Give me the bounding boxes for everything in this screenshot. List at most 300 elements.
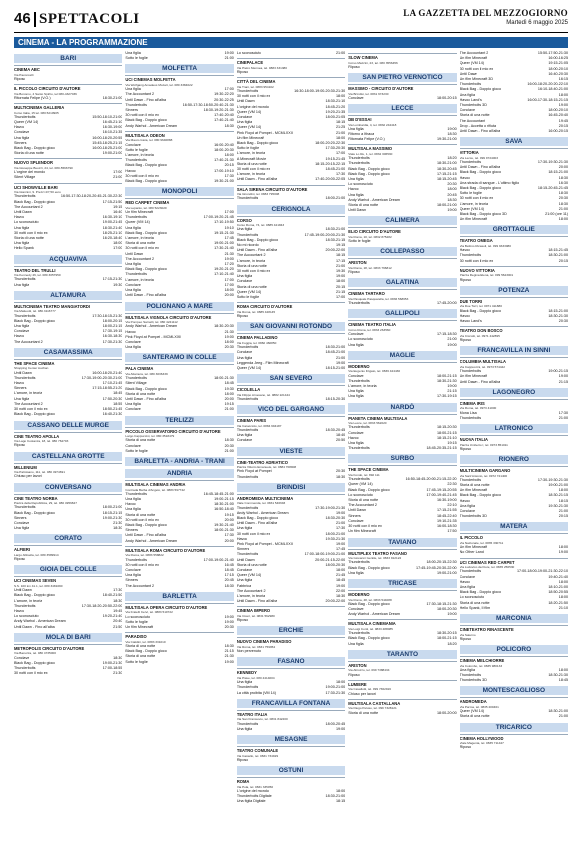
showtime-row xyxy=(237,438,345,443)
cinema-name: MULTISALA ODEON xyxy=(125,131,233,139)
film-times: 19:00 xyxy=(224,619,234,624)
film-times: 18:30 xyxy=(447,132,457,136)
film-title: Thunderbolts xyxy=(236,396,259,401)
showtime-row xyxy=(125,407,233,412)
film-title: The Accountant 2 xyxy=(125,92,155,97)
film-title: Thunderbolts xyxy=(348,378,370,383)
film-title: Un film Minecraft xyxy=(236,135,265,140)
film-title: Thunderbolts 3D xyxy=(459,678,487,683)
film-times: 18:45-22:40 xyxy=(436,513,457,518)
film-times: 16:00-18:20-20:55 xyxy=(92,135,123,140)
film-times: 21:00 xyxy=(335,355,346,360)
showtime-row xyxy=(460,259,568,264)
cinema-name: MULTIPLEX TEATRO FASANO xyxy=(348,549,456,557)
film-times: 21:00 xyxy=(335,130,346,135)
page-number: 46 xyxy=(14,10,31,27)
city-header: CORATO xyxy=(14,534,122,543)
film-times: 16:00-20:40 xyxy=(214,142,234,147)
film-title: L'amore, in teoria xyxy=(236,593,266,598)
film-times: 16:30-18:00-19:00-20:30-21:30 xyxy=(294,89,346,93)
film-title: Havoc xyxy=(125,168,136,173)
film-times: 18:30-21:15 xyxy=(548,493,569,498)
cinema-address: Via Abruzzo, tel. 099 7388434 xyxy=(348,668,390,673)
film-title: Sotto le foglie xyxy=(459,191,482,196)
film-title: Conclave xyxy=(125,142,141,147)
cinema-name: CINEMA PALLADINO xyxy=(237,333,345,341)
film-times: 18:30 xyxy=(113,655,123,660)
film-times: 18:00-21:00 xyxy=(436,203,457,208)
film-title: Mona Lisa xyxy=(459,410,477,415)
film-title: Havoc xyxy=(14,334,25,339)
cinema-address: Via Girondini, tel. 0883 795008 xyxy=(236,192,280,197)
film-title: Una figlia xyxy=(348,389,364,394)
film-times: 18:30-21:00 xyxy=(548,709,569,714)
film-title: Storia di una notte xyxy=(348,710,379,715)
showtime-row xyxy=(460,217,568,222)
film-title: Un film Minecraft xyxy=(459,56,488,61)
city-header: RIONERO xyxy=(460,455,568,464)
film-times: 18:30 xyxy=(558,191,569,196)
cinema-name: MULTISALA ROMA CIRCUITO D'AUTORE xyxy=(125,546,233,554)
film-title: Until Dawn - Fino all'alba xyxy=(125,396,167,401)
film-times: 17:15-21:50 xyxy=(102,199,123,204)
film-times: 20:30 xyxy=(558,196,569,201)
film-title: Thunderbolts xyxy=(14,313,36,318)
film-times: 21:00 xyxy=(558,415,569,420)
cinema-address: Via Ciccotti, tel. 0971 442895 xyxy=(459,333,500,338)
cinema-address: Corso Italia, 15 tel. 080.5210905 xyxy=(14,110,59,115)
cinema-address: Viale Magenta, tel. 0835 711427 xyxy=(459,741,504,746)
film-title: Leggenda Jeeg - Film Minecraft xyxy=(236,360,289,365)
film-times: 18:00 xyxy=(224,288,234,293)
film-title: Until Dawn - Fino all'alba xyxy=(236,248,278,253)
showtime-row xyxy=(348,137,456,142)
film-title: Until Dawn xyxy=(236,99,255,104)
film-times: 18:30-21:00 xyxy=(214,502,234,507)
film-times: 18:00-20:15 xyxy=(436,95,457,100)
cinema-address: Piazza della Repubblica, 29, tel. 080 4956847 xyxy=(14,501,77,506)
film-title: Thunderbolts xyxy=(125,376,147,381)
showtime-row xyxy=(125,660,233,665)
city-header: NARDÒ xyxy=(348,403,456,412)
film-title: Havoc xyxy=(459,175,471,180)
film-times: 18:00-20:45 xyxy=(325,721,346,726)
cinema-address: Largo Cappuccini, tel. 080 3518479 xyxy=(125,434,175,439)
film-times: 18:00-21:15 xyxy=(436,636,457,641)
cinema-address: Piazza Regina Elena, tel. 099 5623001 xyxy=(459,273,514,278)
film-times: 16:00-16:25 xyxy=(548,56,569,61)
film-title: L'amore, in teoria xyxy=(236,172,266,177)
city-header: CALIMERA xyxy=(348,216,456,225)
film-title: Una figlia xyxy=(348,641,364,646)
cinema-name: ROMA CIRCUITO D'AUTORE xyxy=(237,302,345,310)
film-title: Lo sconosciuto xyxy=(125,614,151,619)
cinema-name: TEATRO COMUNALE xyxy=(237,746,345,754)
film-times: 18:00-20:10 xyxy=(548,108,569,113)
film-title: Black Bag - Doppio gioco xyxy=(348,565,390,570)
film-title: Conclave xyxy=(459,508,475,513)
film-title: Hello Spank, Il film xyxy=(459,605,491,610)
film-title: Black Bag - Doppio gioco xyxy=(14,199,56,204)
film-times: 18:00 xyxy=(558,92,569,97)
film-title: Pink Floyd at Pompei - MCMLXXII xyxy=(236,541,293,546)
film-title: Black Bag - Doppio gioco xyxy=(125,386,167,391)
city-header: GALLIPOLI xyxy=(348,309,456,318)
film-title: Un film Minecraft xyxy=(348,529,376,534)
film-title: Queer (VM 14) xyxy=(236,125,262,130)
film-times: 16:45-21:10 xyxy=(102,120,123,124)
film-times: 18:30-20:30 xyxy=(325,515,346,520)
cinema-name: MULTISALA CINEMANIA xyxy=(348,619,456,627)
film-title: 30 notti con il mio ex xyxy=(14,230,48,235)
film-times: 19:00-21:45 xyxy=(102,220,123,225)
film-title: Andy Warhol - American Dream xyxy=(125,123,178,128)
film-times: 19:15 xyxy=(113,204,123,209)
film-title: Thunderbolts xyxy=(125,102,147,107)
film-title: Black Bag - Doppio gioco xyxy=(459,170,502,175)
city-header: MARCONIA xyxy=(460,614,568,623)
film-times: 17:30-18:15-21:30 xyxy=(92,313,123,318)
showtime-row xyxy=(125,124,233,129)
film-title: Black Bag - Doppio gioco xyxy=(459,590,502,595)
film-title: Havoc xyxy=(459,498,471,503)
city-header: ERCHIE xyxy=(237,626,345,635)
film-times: 18:00 xyxy=(335,567,346,572)
film-title: Storia di una notte xyxy=(125,241,156,246)
film-times: 18:15 xyxy=(335,253,346,258)
film-title: Queer (VM 14) xyxy=(459,61,485,66)
showtime-row xyxy=(14,557,122,562)
cinema-name: CINE TEATRO APOLLA xyxy=(14,432,122,440)
cinema-name: THE SPACE CINEMA xyxy=(348,465,456,473)
showtime-row xyxy=(237,799,345,804)
film-title: Thunderbolts xyxy=(14,375,36,380)
film-title: Thunderbolts xyxy=(348,301,370,306)
film-times: 17:30-21:30 xyxy=(102,339,123,344)
film-title: Until Dawn - Fino all'alba xyxy=(459,165,501,170)
city-header: GALATINA xyxy=(348,278,456,287)
cinema-name: MODERNO xyxy=(348,590,456,598)
film-title: Thunderbolts xyxy=(348,477,370,482)
film-title: Ritorno a Ithaca xyxy=(348,132,375,136)
city-header: FASANO xyxy=(237,657,345,666)
film-times: 18:15-20:45 xyxy=(436,177,457,182)
cinema-address: Via Eugenio Frigato, tel. 0836 424430 xyxy=(348,369,401,374)
film-title: Sotto le foglie xyxy=(125,619,148,624)
showtime-row xyxy=(460,514,568,519)
city-header: TRICASE xyxy=(348,579,456,588)
showtime-row xyxy=(460,416,568,421)
film-title: Until Dawn - Fino all'alba xyxy=(236,599,278,604)
film-title: Lo sconosciuto xyxy=(348,182,373,187)
showtime-row xyxy=(348,612,456,617)
film-times: 18:30-21:00 xyxy=(548,253,569,258)
city-header: MOLA DI BARI xyxy=(14,633,122,642)
film-title: Black Bag - Doppio gioco xyxy=(125,179,167,184)
film-title: Una figlia xyxy=(14,282,30,287)
cinema-name: LUMIERE xyxy=(348,680,456,688)
film-title: Sinners xyxy=(14,140,27,145)
cinema-address: Via Bettino Ricasoli, tel. 099 9333080 xyxy=(459,244,511,249)
film-title: Andy Warhol - American Dream xyxy=(125,538,178,543)
film-times: 18:45-21:00 xyxy=(325,350,346,355)
film-times: 15:50-17:50-21:30 xyxy=(537,51,569,55)
city-header: POLIGNANO A MARE xyxy=(125,302,233,311)
film-title: 30 notti con il mio ex xyxy=(125,173,160,178)
film-title: Thunderbolts xyxy=(348,161,370,166)
film-title: Queer (VM 14) xyxy=(236,573,262,578)
film-title: Thunderbolts xyxy=(348,631,370,636)
film-times: 17:30-19:15 xyxy=(436,394,457,399)
film-title: 30 notti con il mio ex xyxy=(459,66,494,71)
cinema-name: CINEMA IMPERO xyxy=(237,606,345,614)
film-title: Black Bag - Doppio gioco xyxy=(125,522,167,527)
film-title: Thunderbolts xyxy=(14,603,36,608)
film-times: 21:10 xyxy=(558,605,569,610)
showtime-row xyxy=(348,673,456,678)
film-title: Thunderbolts xyxy=(125,491,147,496)
showtime-row xyxy=(125,179,233,184)
film-times: 18:30 xyxy=(224,583,234,588)
cinema-name: PICCOLO OSSERVATORIO CIRCUITO D'AUTORE xyxy=(125,427,233,435)
film-title: Conclave xyxy=(348,518,364,523)
city-header: SAN PIETRO VERNOTICO xyxy=(348,73,456,82)
cinema-address: Via Lombardia, 4, tel. 0832 242418 xyxy=(348,122,397,127)
cinema-address: Via Pavoncelli xyxy=(14,72,34,77)
showtime-row xyxy=(237,366,345,371)
city-header: CONVERSANO xyxy=(14,483,122,492)
film-title: Riposo xyxy=(348,672,360,677)
film-times: 18:45 xyxy=(224,381,234,386)
film-title: Until Dawn - Fino all'alba xyxy=(236,177,278,182)
film-title: 30 notti con il mio ex xyxy=(236,94,271,99)
film-times: 21:00 xyxy=(224,448,234,453)
film-title: Thunderbolts xyxy=(236,345,259,350)
cinema-name: TEATRO DON BOSCO xyxy=(460,326,568,334)
showtime-row xyxy=(348,301,456,306)
cinema-address: Via Sant'Antonio, tel. 0972 721400 xyxy=(459,473,508,478)
film-title: Storia di una notte xyxy=(348,203,379,208)
film-times: 19:30-21:30 xyxy=(548,503,569,508)
film-times: 19:30-22:20 xyxy=(214,92,234,97)
film-title: L'amore, in teoria xyxy=(459,201,488,206)
showtime-row xyxy=(14,77,122,82)
film-times: 18:20 xyxy=(447,156,457,161)
film-times: 19:00 xyxy=(447,612,457,617)
film-times: 18:00-21:00 xyxy=(102,505,123,510)
film-title: Una figlia xyxy=(348,394,364,399)
city-header: GROTTAGLIE xyxy=(460,225,568,234)
film-times: 19:15 xyxy=(335,243,346,248)
film-times: 20:00-21:15-22:00 xyxy=(315,557,346,562)
film-title: L'amore, in teoria xyxy=(236,258,266,263)
film-title: Una figlia xyxy=(236,526,253,531)
film-times: 17:00-19:10 xyxy=(214,168,234,173)
film-times: 18:30-21:00 xyxy=(325,227,346,232)
showtime-row xyxy=(348,270,456,275)
film-times: 21:00 xyxy=(335,263,346,268)
showtime-row xyxy=(237,196,345,201)
column-1 xyxy=(14,51,122,831)
film-title: Conclave xyxy=(236,279,253,284)
film-times: 21:15 xyxy=(335,289,346,294)
film-times: 18:00-21:15 xyxy=(102,324,123,329)
film-times: 19:00 xyxy=(224,614,234,619)
film-times: 17:00-19:40-21:45 xyxy=(426,492,457,497)
film-times: 19:00-21:00 xyxy=(325,685,346,690)
cinema-address: Via Castello, tel. 0831 734929 xyxy=(236,753,279,758)
film-title: Thunderbolts xyxy=(459,415,482,420)
film-title: Thunderbolts xyxy=(14,114,36,119)
film-times: 19:00-21:00 xyxy=(436,570,457,575)
film-times: 17:30 xyxy=(224,533,234,538)
cinema-name: TEATRO ITALIA xyxy=(237,710,345,718)
city-header: SURBO xyxy=(348,454,456,463)
film-times: 20:30 xyxy=(224,624,234,629)
film-times: 19:30-21:40 xyxy=(214,522,234,527)
film-title: 30 notti con il mio ex xyxy=(14,671,48,676)
film-title: 30 notti con il mio ex xyxy=(125,562,160,567)
cinema-address: Via Trani, tel. 0883 954102 xyxy=(236,84,274,89)
showtime-row xyxy=(237,314,345,319)
cinema-name: ROMA xyxy=(237,777,345,785)
film-title: Storia di una notte xyxy=(125,512,156,517)
listings-banner xyxy=(14,37,568,48)
film-times: 22:10 xyxy=(447,503,457,508)
film-times: 17:00 xyxy=(335,151,346,156)
film-title: Black Bag - Doppio gioco xyxy=(14,510,56,515)
column-5 xyxy=(460,51,568,831)
film-times: 18:30-21:00 xyxy=(325,345,346,350)
film-title: Until Dawn xyxy=(348,508,367,513)
cinema-address: Shopping Center Auchan xyxy=(14,366,49,371)
cinema-address: Via Roma, 10, tel. 0832 875282 xyxy=(348,235,392,240)
film-title: Havoc xyxy=(459,579,471,584)
film-times: 17:00-19:20-21:45 xyxy=(203,215,234,220)
film-title: Thunderbolts xyxy=(236,721,259,726)
cinema-name: PIANETA CINEMA MULTISALA xyxy=(348,414,456,422)
film-times: 18:30-21:00 xyxy=(102,95,123,100)
film-times: 20:30 xyxy=(335,469,346,474)
film-title: 30 notti con il mio ex xyxy=(125,113,160,118)
film-times: 20:40 xyxy=(113,619,123,624)
film-times: 18:00 xyxy=(558,579,569,584)
film-title: La città proibita (VM 14) xyxy=(236,690,276,695)
film-title: Una figlia xyxy=(459,92,475,97)
film-times: 17:30-18:20-20:50-22:00 xyxy=(81,603,123,608)
cinema-name: DB D'ESSAI xyxy=(348,115,456,123)
showtime-row xyxy=(125,539,233,544)
showtime-row xyxy=(14,625,122,630)
film-title: The Accountant 2 xyxy=(14,401,43,406)
film-times: 21:25 xyxy=(335,125,346,130)
film-times: 19:00 xyxy=(558,550,569,555)
film-title: Sotto le foglie xyxy=(236,295,260,300)
film-times: 16:00-17:30-18:15-21:15 xyxy=(527,97,569,102)
film-title: Una figlia xyxy=(14,241,30,246)
film-title: Una figlia xyxy=(125,507,141,512)
film-title: Una strada di sangue - L'ultimo figlio xyxy=(459,180,520,185)
film-title: L'origine del mondo xyxy=(236,104,269,109)
film-title: Riposo xyxy=(14,557,26,562)
film-times: 18:15 xyxy=(558,498,569,503)
showtime-row xyxy=(14,474,122,479)
film-times: 16:10-21:35 xyxy=(102,130,123,135)
film-times: 17:50 xyxy=(447,529,457,534)
film-title: Riposo xyxy=(459,745,472,750)
film-title: Una figlia xyxy=(125,225,141,230)
showtime-row xyxy=(348,65,456,70)
film-times: 16:00-18:30 xyxy=(436,524,457,529)
film-title: A Minecraft Movie xyxy=(236,156,267,161)
showtime-row xyxy=(460,447,568,452)
film-times: 16:30-18:30 xyxy=(102,334,123,339)
film-title: Sinners xyxy=(125,108,138,113)
film-title: Thunderbolts Digitale xyxy=(236,793,272,798)
film-title: Havoc xyxy=(14,608,25,613)
film-times: 18:30-20:45 xyxy=(436,166,457,171)
film-times: 19:00-21:00 xyxy=(214,241,234,246)
film-times: 17:30-19:00-20:30-21:00 xyxy=(81,375,123,380)
film-times: 18:00 xyxy=(224,391,234,396)
film-times: 16:50-18:40 xyxy=(214,507,234,512)
film-times: 16:40 xyxy=(113,210,123,215)
film-title: Un film Minecraft xyxy=(125,624,154,629)
film-title: Una figlia xyxy=(236,120,253,125)
film-title: Storia di una notte xyxy=(459,113,490,118)
film-title: Thunderbolts xyxy=(14,194,36,199)
cinema-name: CORSO xyxy=(237,216,345,224)
cinema-name: CINE TEATRO NORBA xyxy=(14,494,122,502)
film-title: Non pervenuto xyxy=(236,649,262,654)
film-times: 20:30-22:25 xyxy=(214,97,234,102)
film-times: 19:00 xyxy=(335,510,346,515)
film-title: Havoc xyxy=(236,536,248,541)
film-title: Thunderbolts xyxy=(459,369,482,374)
film-times: 18:00 xyxy=(224,153,234,158)
film-times: 21:00 xyxy=(113,175,123,180)
film-times: 18:30 xyxy=(224,438,234,443)
film-title: Una figlia xyxy=(236,680,253,685)
film-times: 18:20-21:50 xyxy=(548,600,569,605)
film-times: 19:00 xyxy=(335,274,346,279)
film-times: 20:15 xyxy=(558,514,569,519)
film-times: 18:00 xyxy=(224,339,234,344)
film-title: Una figlia xyxy=(14,225,30,230)
film-title: The Accountant 2 xyxy=(125,583,155,588)
film-times: 18:15-21:45 xyxy=(548,248,569,253)
film-times: 18:00 xyxy=(558,488,569,493)
film-title: Una figlia xyxy=(459,667,475,672)
cinema-name: MODERNO xyxy=(348,362,456,370)
film-times: 21:50 xyxy=(113,624,123,629)
film-times: 18:30-20:30 xyxy=(214,324,234,329)
city-header: FRANCAVILLA FONTANA xyxy=(237,699,345,708)
film-times: 18:00 xyxy=(335,788,346,793)
film-times: 17:30-19:30-21:30 xyxy=(537,160,569,165)
film-times: 18:00-20:15 xyxy=(102,318,123,323)
film-times: 17:00 xyxy=(335,295,346,300)
film-times: 20:45 xyxy=(224,578,234,583)
city-header: TARANTO xyxy=(348,650,456,659)
film-times: 18:00-20:20-22:30 xyxy=(315,141,346,146)
showtime-row xyxy=(460,380,568,385)
film-times: 20:00-22:00 xyxy=(325,599,346,604)
showtime-row xyxy=(125,293,233,298)
film-title: Un film Minecraft xyxy=(459,545,488,550)
film-times: 20:00 xyxy=(558,165,569,170)
film-times: 18:15-20:45-21:45 xyxy=(537,186,569,191)
